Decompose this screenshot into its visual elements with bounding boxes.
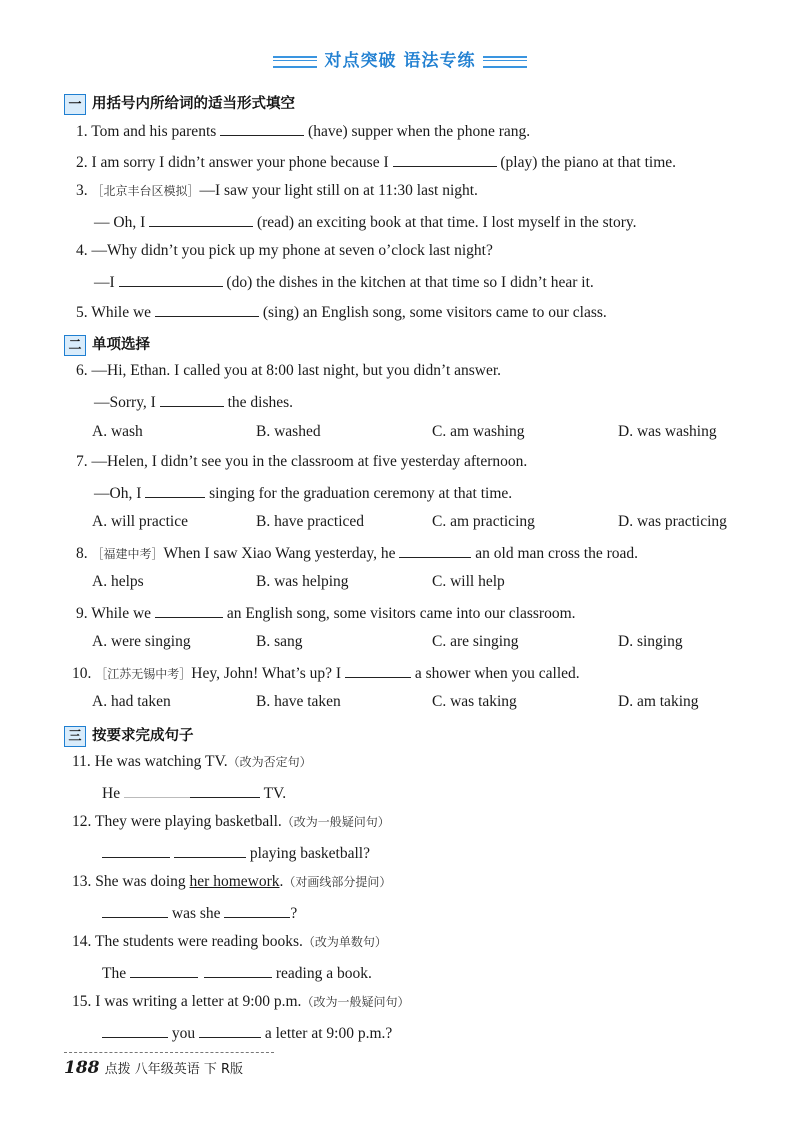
question-number: 7.	[76, 453, 88, 470]
option-b[interactable]: B. sang	[256, 633, 303, 650]
question-text: She was doing	[95, 873, 186, 890]
question-15-answer-line	[102, 1023, 392, 1043]
question-11	[72, 753, 312, 771]
question-text: (play) the piano at that time.	[500, 154, 676, 171]
question-text: While we	[91, 304, 152, 321]
question-text: —I saw your light still on at 11:30 last night.	[199, 182, 478, 199]
question-number: 3.	[76, 182, 88, 199]
question-number: 1.	[76, 123, 88, 140]
question-text: was she	[171, 905, 221, 922]
question-9	[76, 603, 576, 623]
answer-blank[interactable]	[155, 603, 223, 618]
footer-divider	[64, 1052, 274, 1053]
option-c[interactable]: C. was taking	[432, 693, 517, 710]
question-4	[76, 242, 493, 260]
question-text: an English song, some visitors came into our classroom.	[226, 605, 576, 622]
question-6-line-2	[94, 392, 293, 412]
question-text: (read) an exciting book at that time. I lost myself in the story.	[256, 214, 637, 231]
section-title: 单项选择	[92, 337, 150, 353]
question-text: They were playing basketball.	[94, 813, 282, 830]
instruction-note: （改为一般疑问句）	[281, 815, 390, 829]
question-14	[72, 933, 387, 951]
answer-blank[interactable]	[174, 843, 246, 858]
answer-blank[interactable]	[155, 302, 259, 317]
question-text: the dishes.	[227, 394, 294, 411]
answer-blank[interactable]	[102, 1023, 168, 1038]
option-d[interactable]: D. singing	[618, 633, 683, 650]
question-number: 14.	[72, 933, 92, 950]
question-text: —Hi, Ethan. I called you at 8:00 last night, but you didn’t answer.	[91, 362, 502, 379]
question-text: reading a book.	[275, 965, 372, 982]
question-text: —I	[94, 274, 115, 291]
answer-blank[interactable]	[190, 783, 260, 798]
question-text: singing for the graduation ceremony at that time.	[209, 485, 513, 502]
question-text: Hey, John! What’s up? I	[191, 665, 342, 682]
option-b[interactable]: B. have practiced	[256, 513, 365, 530]
title-decoration-right	[483, 56, 527, 68]
source-tag: ［江苏无锡中考］	[95, 667, 192, 681]
question-text: ?	[290, 905, 298, 922]
question-number: 12.	[72, 813, 92, 830]
question-15	[72, 993, 409, 1011]
question-12	[72, 813, 390, 831]
question-text: you	[171, 1025, 196, 1042]
option-d[interactable]: D. am taking	[618, 693, 699, 710]
source-tag: ［北京丰台区模拟］	[91, 184, 200, 198]
question-2	[76, 152, 676, 172]
section-badge: 二	[64, 335, 86, 356]
question-text: an old man cross the road.	[475, 545, 639, 562]
question-8	[76, 543, 638, 563]
question-4-answer-line	[94, 272, 594, 292]
question-13-answer-line	[102, 903, 297, 923]
question-11-answer-line	[102, 783, 286, 803]
question-text: (have) supper when the phone rang.	[308, 123, 531, 140]
section-heading-3	[64, 724, 194, 747]
answer-blank[interactable]	[102, 843, 170, 858]
question-number: 11.	[72, 753, 91, 770]
page-title-bar	[0, 46, 800, 71]
question-3-answer-line	[94, 212, 637, 232]
question-text: a letter at 9:00 p.m.?	[264, 1025, 393, 1042]
underlined-phrase: her homework	[189, 873, 280, 890]
question-text: He	[102, 785, 121, 802]
question-5	[76, 302, 607, 322]
question-text: Tom and his parents	[91, 123, 217, 140]
question-number: 2.	[76, 154, 88, 171]
question-text: When I saw Xiao Wang yesterday, he	[163, 545, 396, 562]
answer-blank[interactable]	[220, 121, 304, 136]
question-number: 15.	[72, 993, 92, 1010]
question-text: —Oh, I	[94, 485, 142, 502]
instruction-note: （对画线部分提问）	[283, 875, 392, 889]
answer-blank[interactable]	[345, 663, 411, 678]
answer-blank[interactable]	[124, 783, 190, 798]
section-title: 用括号内所给词的适当形式填空	[92, 96, 295, 112]
answer-blank[interactable]	[119, 272, 223, 287]
question-text: —Helen, I didn’t see you in the classroom at five yesterday afternoon.	[91, 453, 528, 470]
answer-blank[interactable]	[199, 1023, 261, 1038]
question-text: I was writing a letter at 9:00 p.m.	[95, 993, 302, 1010]
option-a[interactable]: A. helps	[92, 573, 144, 590]
page-number: 188	[64, 1058, 100, 1078]
question-text: a shower when you called.	[414, 665, 580, 682]
section-badge: 一	[64, 94, 86, 115]
option-c[interactable]: C. are singing	[432, 633, 519, 650]
answer-blank[interactable]	[130, 963, 198, 978]
option-b[interactable]: B. washed	[256, 423, 321, 440]
answer-blank[interactable]	[102, 903, 168, 918]
title-decoration-left	[273, 56, 317, 68]
section-heading-2	[64, 333, 150, 356]
question-12-answer-line	[102, 843, 370, 863]
page-title: 对点突破 语法专练	[324, 51, 476, 71]
option-a[interactable]: A. had taken	[92, 693, 171, 710]
question-7-line-2	[94, 483, 512, 503]
option-c[interactable]: C. am washing	[432, 423, 525, 440]
question-text: TV.	[263, 785, 287, 802]
question-text: The	[102, 965, 127, 982]
question-text: —Sorry, I	[94, 394, 156, 411]
question-text: .	[279, 873, 284, 890]
question-6	[76, 362, 501, 380]
question-10	[72, 663, 580, 683]
question-number: 4.	[76, 242, 88, 259]
question-number: 8.	[76, 545, 88, 562]
question-text: — Oh, I	[94, 214, 146, 231]
section-heading-1	[64, 92, 295, 115]
option-b[interactable]: B. have taken	[256, 693, 341, 710]
question-14-answer-line	[102, 963, 372, 983]
option-b[interactable]: B. was helping	[256, 573, 349, 590]
question-number: 6.	[76, 362, 88, 379]
instruction-note: （改为一般疑问句）	[301, 995, 410, 1009]
question-13	[72, 873, 391, 891]
question-text: I am sorry I didn’t answer your phone because I	[91, 154, 389, 171]
option-a[interactable]: A. wash	[92, 423, 143, 440]
option-d[interactable]: D. was washing	[618, 423, 717, 440]
source-tag: ［福建中考］	[91, 547, 164, 561]
answer-blank[interactable]	[399, 543, 471, 558]
question-number: 5.	[76, 304, 88, 321]
answer-blank[interactable]	[393, 152, 497, 167]
section-badge: 三	[64, 726, 86, 747]
option-c[interactable]: C. will help	[432, 573, 505, 590]
option-c[interactable]: C. am practicing	[432, 513, 535, 530]
page-footer	[64, 1058, 243, 1078]
question-3	[76, 182, 478, 200]
option-d[interactable]: D. was practicing	[618, 513, 727, 530]
question-text: (do) the dishes in the kitchen at that time so I didn’t hear it.	[226, 274, 594, 291]
answer-blank[interactable]	[204, 963, 272, 978]
answer-blank[interactable]	[145, 483, 205, 498]
option-a[interactable]: A. will practice	[92, 513, 188, 530]
instruction-note: （改为单数句）	[302, 935, 387, 949]
question-text: —Why didn’t you pick up my phone at seven o’clock last night?	[91, 242, 493, 259]
question-text: While we	[91, 605, 152, 622]
question-text: He was watching TV.	[94, 753, 228, 770]
answer-blank[interactable]	[224, 903, 290, 918]
question-number: 13.	[72, 873, 92, 890]
option-a[interactable]: A. were singing	[92, 633, 191, 650]
question-number: 10.	[72, 665, 92, 682]
answer-blank[interactable]	[149, 212, 253, 227]
section-title: 按要求完成句子	[92, 728, 194, 744]
question-number: 9.	[76, 605, 88, 622]
question-text: (sing) an English song, some visitors came to our class.	[262, 304, 607, 321]
instruction-note: （改为否定句）	[227, 755, 312, 769]
question-text: playing basketball?	[249, 845, 370, 862]
book-title: 点拨 八年级英语 下 R版	[104, 1062, 244, 1077]
question-text: The students were reading books.	[94, 933, 303, 950]
question-7	[76, 453, 527, 471]
question-1	[76, 121, 530, 141]
answer-blank[interactable]	[160, 392, 224, 407]
